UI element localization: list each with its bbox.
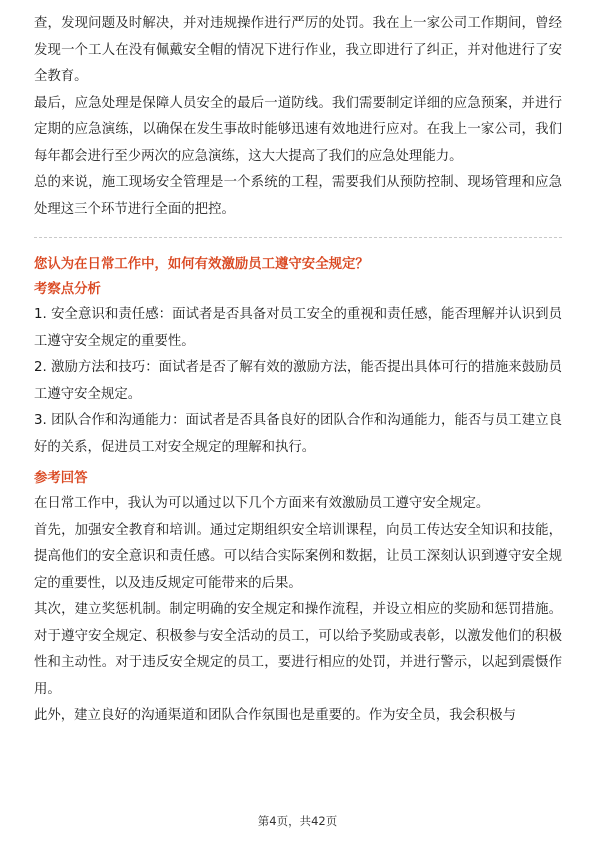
section-divider (34, 237, 562, 238)
body-paragraph: 总的来说，施工现场安全管理是一个系统的工程，需要我们从预防控制、现场管理和应急处理这三个环节进行全面的把控。 (34, 175, 562, 217)
page-number: 第4页，共42页 (257, 814, 338, 828)
answer-paragraph: 其次，建立奖惩机制。制定明确的安全规定和操作流程，并设立相应的奖励和惩罚措施。对于遵守安全规定、积极参与安全活动的员工，可以给予奖励或表彰，以激发他们的积极性和主动性。对于违反安全规定的员工，要进行相应的处罚，并进行警示，以起到震慑作用。 (34, 602, 562, 697)
analysis-item: 2. 激励方法和技巧：面试者是否了解有效的激励方法，能否提出具体可行的措施来鼓励员工遵守安全规定。 (34, 360, 562, 402)
answer-paragraph: 在日常工作中，我认为可以通过以下几个方面来有效激励员工遵守安全规定。 (34, 496, 490, 511)
body-paragraph: 最后，应急处理是保障人员安全的最后一道防线。我们需要制定详细的应急预案，并进行定期的应急演练，以确保在发生事故时能够迅速有效地进行应对。在我上一家公司，我们每年都会进行至少两次的应急演练，这大大提高了我们的应急处理能力。 (34, 95, 562, 164)
answer-paragraph: 此外，建立良好的沟通渠道和团队合作氛围也是重要的。作为安全员，我会积极与 (34, 708, 517, 723)
analysis-item: 3. 团队合作和沟通能力：面试者是否具备良好的团队合作和沟通能力，能否与员工建立良好的关系，促进员工对安全规定的理解和执行。 (34, 413, 562, 455)
body-paragraph: 查，发现问题及时解决，并对违规操作进行严厉的处罚。我在上一家公司工作期间，曾经发现一个工人在没有佩戴安全帽的情况下进行作业，我立即进行了纠正，并对他进行了安全教育。 (34, 16, 562, 84)
analysis-heading: 考察点分析 (34, 282, 101, 297)
question-title: 您认为在日常工作中，如何有效激励员工遵守安全规定？ (34, 257, 369, 272)
answer-paragraph: 首先，加强安全教育和培训。通过定期组织安全培训课程，向员工传达安全知识和技能，提高他们的安全意识和责任感。可以结合实际案例和数据，让员工深刻认识到遵守安全规定的重要性，以及违反规定可能带来的后果。 (34, 522, 562, 591)
page-content (34, 11, 562, 730)
analysis-item: 1. 安全意识和责任感：面试者是否具备对员工安全的重视和责任感，能否理解并认识到员工遵守安全规定的重要性。 (34, 307, 562, 349)
answer-heading: 参考回答 (34, 471, 88, 486)
